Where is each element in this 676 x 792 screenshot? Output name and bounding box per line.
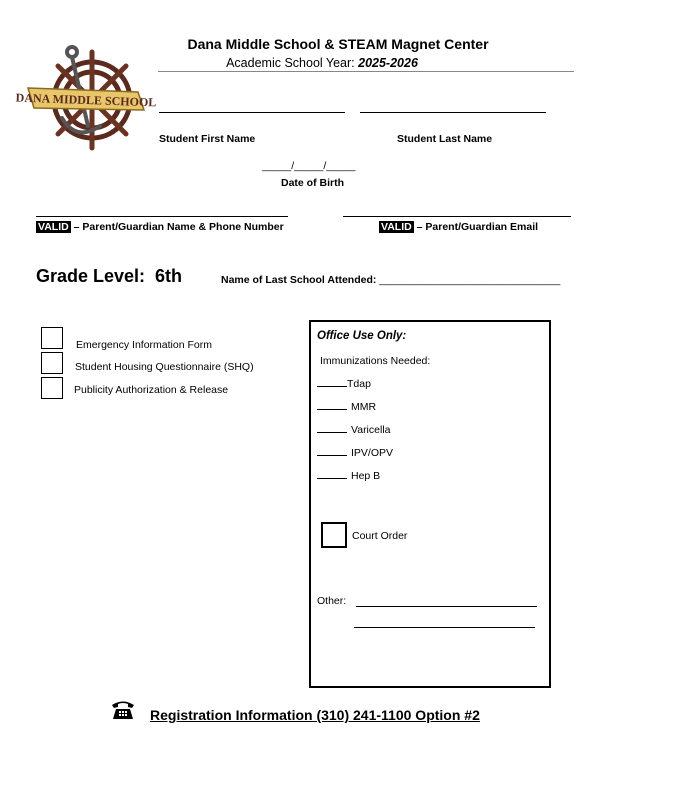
imm-blank[interactable] [317,432,347,433]
phone-icon [110,699,136,721]
imm-mmr [317,401,376,413]
other-line-1[interactable] [356,606,537,607]
header-rule [158,71,574,72]
office-use-box [309,320,551,688]
imm-ipv [317,447,393,459]
emergency-form-checkbox[interactable] [41,327,63,349]
immunizations-label: Immunizations Needed: [320,355,431,367]
publicity-checkbox[interactable] [41,377,63,399]
school-name: Dana Middle School & STEAM Magnet Center [187,36,489,52]
imm-label: Tdap [347,378,371,390]
imm-blank[interactable] [317,478,347,479]
valid-tag: VALID [38,221,69,233]
guardian-name-line[interactable] [36,216,288,217]
imm-tdap [317,378,371,390]
valid-tag: VALID [381,221,412,233]
dob-field[interactable]: _____/_____/_____ [262,160,356,172]
imm-label: Varicella [351,424,391,436]
guardian-name-label [36,221,284,233]
guardian-name-text: – Parent/Guardian Name & Phone Number [70,221,284,233]
imm-blank[interactable] [317,386,347,387]
guardian-email-text: – Parent/Guardian Email [413,221,539,233]
imm-blank[interactable] [317,455,347,456]
first-name-label: Student First Name [159,133,256,145]
imm-varicella [317,424,391,436]
academic-year-value: 2025-2026 [358,56,418,70]
registration-info: Registration Information (310) 241-1100 Option #2 [150,707,480,723]
shq-checkbox[interactable] [41,352,63,374]
other-label: Other: [317,595,347,607]
imm-label: MMR [351,401,377,413]
last-school [221,274,560,286]
imm-label: IPV/OPV [351,447,394,459]
last-name-line[interactable] [360,112,546,113]
guardian-email-line[interactable] [343,216,571,217]
imm-blank[interactable] [317,409,347,410]
other-line-2[interactable] [354,627,535,628]
guardian-email-label [379,221,538,233]
court-order-label: Court Order [352,530,408,542]
publicity-label: Publicity Authorization & Release [74,384,229,396]
first-name-line[interactable] [159,112,345,113]
last-school-label: Name of Last School Attended: [221,274,377,286]
office-title: Office Use Only: [317,330,407,342]
imm-label: Hep B [351,470,381,482]
grade-level: Grade Level: 6th [36,266,183,286]
dob-label: Date of Birth [281,177,344,189]
svg-text:DANA MIDDLE SCHOOL: DANA MIDDLE SCHOOL [15,90,157,110]
court-order-checkbox[interactable] [321,522,347,548]
last-name-label: Student Last Name [397,133,493,145]
imm-hepb [317,470,380,482]
academic-year [0,56,644,70]
academic-year-label: Academic School Year: [226,56,359,70]
emergency-form-label: Emergency Information Form [76,339,212,351]
last-school-line[interactable]: _______________________________ [379,274,561,286]
shq-label: Student Housing Questionnaire (SHQ) [75,361,254,373]
